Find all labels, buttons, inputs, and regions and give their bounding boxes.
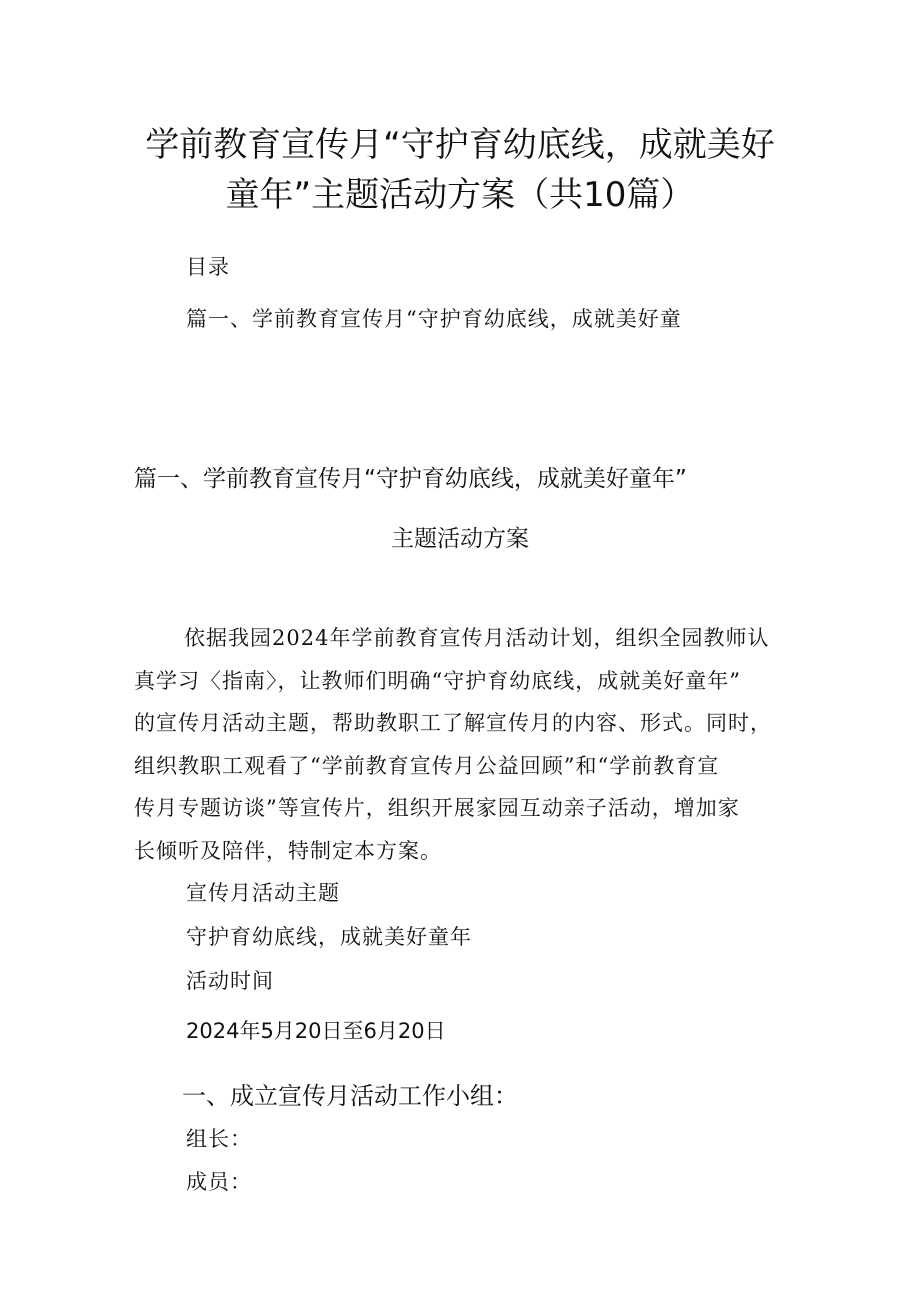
paragraph-line: 组织教职工观看了“学前教育宣传月公益回顾”和“学前教育宣 bbox=[134, 753, 720, 778]
document-title bbox=[100, 120, 820, 220]
paragraph-line: 依据我园2024年学前教育宣传月活动计划，组织全园教师认 bbox=[184, 626, 770, 650]
title-line-1: 学前教育宣传月“守护育幼底线，成就美好 bbox=[145, 125, 775, 165]
time-value: 2024年5月20日至6月20日 bbox=[186, 1019, 446, 1043]
toc-label: 目录 bbox=[186, 255, 230, 279]
section-subtitle: 主题活动方案 bbox=[391, 526, 529, 552]
toc-item-1[interactable]: 篇一、学前教育宣传月“守护育幼底线，成就美好童 bbox=[186, 307, 682, 331]
section-heading-1: 一、成立宣传月活动工作小组： bbox=[182, 1082, 518, 1110]
paragraph-line: 传月专题访谈”等宣传片，组织开展家园互动亲子活动，增加家 bbox=[134, 796, 740, 821]
paragraph-line: 的宣传月活动主题，帮助教职工了解宣传月的内容、形式。同时， bbox=[134, 711, 772, 736]
paragraph-line: 长倾听及陪伴，特制定本方案。 bbox=[134, 838, 442, 863]
members-label: 成员： bbox=[186, 1170, 252, 1194]
theme-label: 宣传月活动主题 bbox=[186, 881, 340, 905]
leader-label: 组长： bbox=[186, 1127, 252, 1151]
paragraph-line: 真学习〈指南〉，让教师们明确“守护育幼底线，成就美好童年” bbox=[134, 668, 741, 693]
time-label: 活动时间 bbox=[186, 969, 274, 993]
section-title: 篇一、学前教育宣传月“守护育幼底线，成就美好童年” bbox=[134, 466, 687, 492]
title-line-2: 童年”主题活动方案（共10篇） bbox=[225, 175, 695, 215]
intro-paragraph bbox=[134, 617, 794, 873]
theme-value: 守护育幼底线，成就美好童年 bbox=[186, 925, 472, 949]
